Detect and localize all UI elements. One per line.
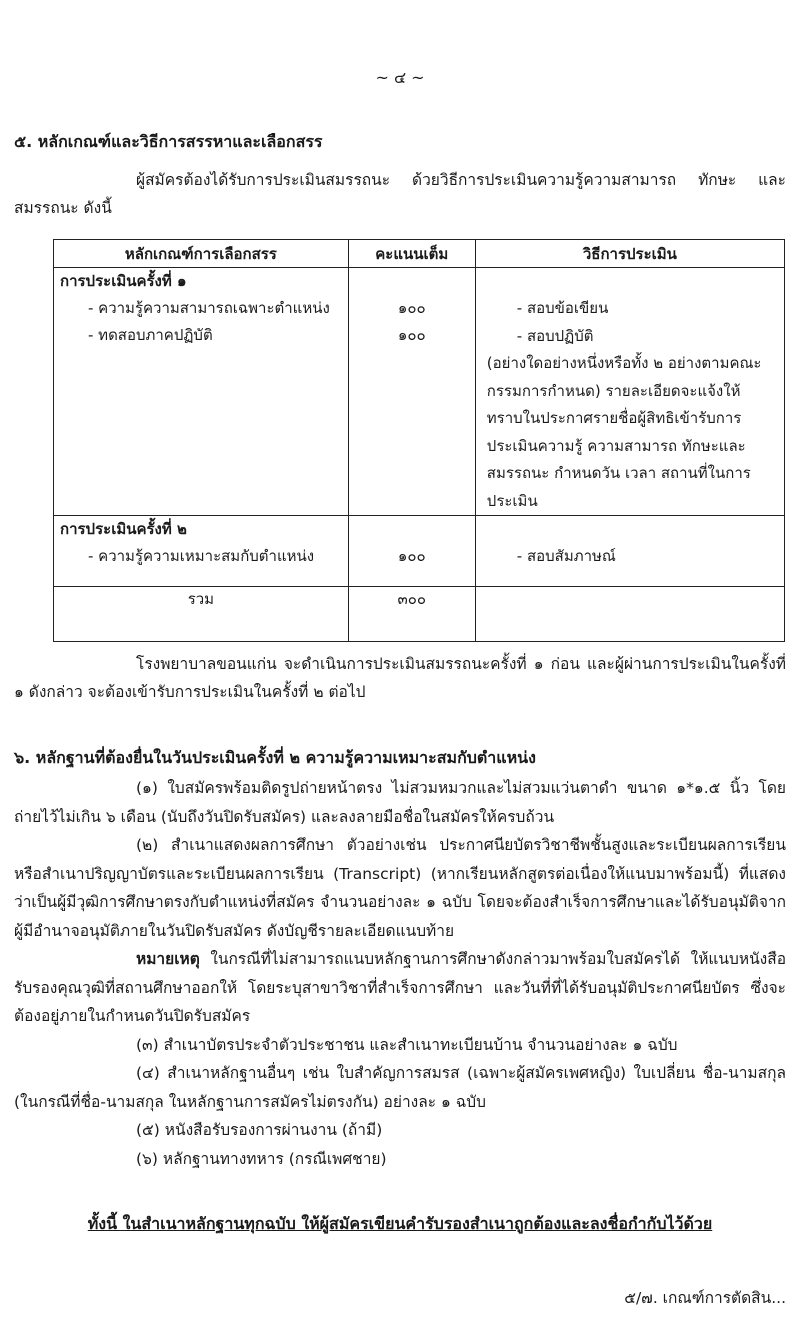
evidence-item-3: (๓) สำเนาบัตรประจำตัวประชาชน และสำเนาทะเบียนบ้าน จำนวนอย่างละ ๑ ฉบับ (136, 1035, 678, 1054)
round-2-method-1: - สอบสัมภาษณ์ (516, 547, 616, 565)
round-1-method-1: - สอบข้อเขียน (516, 299, 609, 317)
total-label: รวม (54, 587, 349, 642)
evidence-item-5: (๕) หนังสือรับรองการผ่านงาน (ถ้ามี) (136, 1121, 383, 1139)
table-row-round-1 (54, 268, 785, 516)
note-label: หมายเหตุ (136, 950, 200, 968)
evidence-item-2: (๒) สำเนาแสดงผลการศึกษา ตัวอย่างเช่น ประกาศนียบัตรวิชาชีพชั้นสูงและระเบียนผลการเรียน หรือสำเนาปริญญาบัตรและระเบียนผลการเรียน (Transcript) (หากเรียนหลักสูตรต่อเนื่องให้แนบมาพร้อมนี้) ที่แสดงว่าเป็นผู้มีวุฒิการศึกษาตรงกับตำแหน่งที่สมัคร จำนวนอย่างละ ๑ ฉบับ โดยจะต้องสำเร็จการศึกษาและได้รับอนุมัติจากผู้มีอำนาจอนุมัติภายในวันปิดรับสมัคร ดังบัญชีรายละเอียดแนบท้าย (14, 836, 786, 940)
evidence-item-1: (๑) ใบสมัครพร้อมติดรูปถ่ายหน้าตรง ไม่สวมหมวกและไม่สวมแว่นตาดำ ขนาด ๑*๑.๕ นิ้ว โดยถ่ายไว้ไม่เกิน ๖ เดือน (นับถึงวันปิดรับสมัคร) และลงลายมือชื่อในสมัครให้ครบถ้วน (14, 779, 786, 826)
round-2-criteria-cell (54, 516, 349, 587)
round-1-title: การประเมินครั้งที่ ๑ (60, 272, 187, 290)
total-method-cell (475, 587, 784, 642)
page-number: ~ ๔ ~ (375, 68, 425, 87)
round-1-score-1: ๑๐๐ (397, 299, 426, 317)
header-method: วิธีการประเมิน (475, 240, 784, 268)
round-1-item-1: - ความรู้ความสามารถเฉพาะตำแหน่ง (88, 299, 330, 317)
round-1-score-cell (348, 268, 475, 516)
header-full-score: คะแนนเต็ม (348, 240, 475, 268)
section-6-heading: ๖. หลักฐานที่ต้องยื่นในวันประเมินครั้งที่ ๒ ความรู้ความเหมาะสมกับตำแหน่ง (14, 748, 536, 767)
section-5-intro: ผู้สมัครต้องได้รับการประเมินสมรรถนะ ด้วยวิธีการประเมินความรู้ความสามารถ ทักษะ และสมรรถนะ ดังนี้ (14, 171, 786, 217)
round-2-score-cell (348, 516, 475, 587)
note-text: ในกรณีที่ไม่สามารถแนบหลักฐานการศึกษาดังกล่าวมาพร้อมใบสมัครได้ ให้แนบหนังสือรับรองคุณวุฒิที่สถานศึกษาออกให้ โดยระบุสาขาวิชาที่สำเร็จการศึกษา และวันที่ที่ได้รับอนุมัติประกาศนียบัตร ซึ่งจะต้องอยู่ภายในกำหนดวันปิดรับสมัคร (14, 950, 786, 1025)
criteria-table (53, 239, 785, 642)
table-header-row (54, 240, 785, 268)
next-page-footer: ๕/๗. เกณฑ์การตัดสิน... (624, 1289, 786, 1307)
certification-notice: ทั้งนี้ ในสำเนาหลักฐานทุกฉบับ ให้ผู้สมัครเขียนคำรับรองสำเนาถูกต้องและลงชื่อกำกับไว้ด้วย (87, 1214, 713, 1233)
table-row-total (54, 587, 785, 642)
round-2-method-cell (475, 516, 784, 587)
section-5-heading: ๕. หลักเกณฑ์และวิธีการสรรหาและเลือกสรร (14, 132, 323, 151)
round-2-score-1: ๑๐๐ (397, 547, 426, 565)
after-table-paragraph: โรงพยาบาลขอนแก่น จะดำเนินการประเมินสมรรถนะครั้งที่ ๑ ก่อน และผู้ผ่านการประเมินในครั้งที่ ๑ ดังกล่าว จะต้องเข้ารับการประเมินในครั้งที่ ๒ ต่อไป (14, 655, 786, 701)
round-2-title: การประเมินครั้งที่ ๒ (60, 520, 187, 538)
round-1-score-2: ๑๐๐ (397, 326, 426, 344)
evidence-item-6: (๖) หลักฐานทางทหาร (กรณีเพศชาย) (136, 1149, 387, 1168)
table-row-round-2 (54, 516, 785, 587)
round-2-item-1: - ความรู้ความเหมาะสมกับตำแหน่ง (88, 547, 315, 565)
total-score: ๓๐๐ (348, 587, 475, 642)
round-1-method-cell (475, 268, 784, 516)
round-1-criteria-cell (54, 268, 349, 516)
round-1-method-2: - สอบปฏิบัติ (516, 326, 594, 345)
section-6-list (14, 774, 786, 1173)
evidence-note (14, 945, 786, 1031)
round-1-method-note: (อย่างใดอย่างหนึ่งหรือทั้ง ๒ อย่างตามคณะกรรมการกำหนด) รายละเอียดจะแจ้งให้ทราบในประกาศรายชื่อผู้สิทธิเข้ารับการประเมินความรู้ ความสามารถ ทักษะและสมรรถนะ กำหนดวัน เวลา สถานที่ในการประเมิน (486, 354, 762, 510)
evidence-item-4: (๔) สำเนาหลักฐานอื่นๆ เช่น ใบสำคัญการสมรส (เฉพาะผู้สมัครเพศหญิง) ใบเปลี่ยน ชื่อ-นามสกุล (ในกรณีที่ชื่อ-นามสกุล ในหลักฐานการสมัครไม่ตรงกัน) อย่างละ ๑ ฉบับ (14, 1064, 786, 1111)
header-criteria: หลักเกณฑ์การเลือกสรร (54, 240, 349, 268)
round-1-item-2: - ทดสอบภาคปฏิบัติ (88, 326, 213, 344)
